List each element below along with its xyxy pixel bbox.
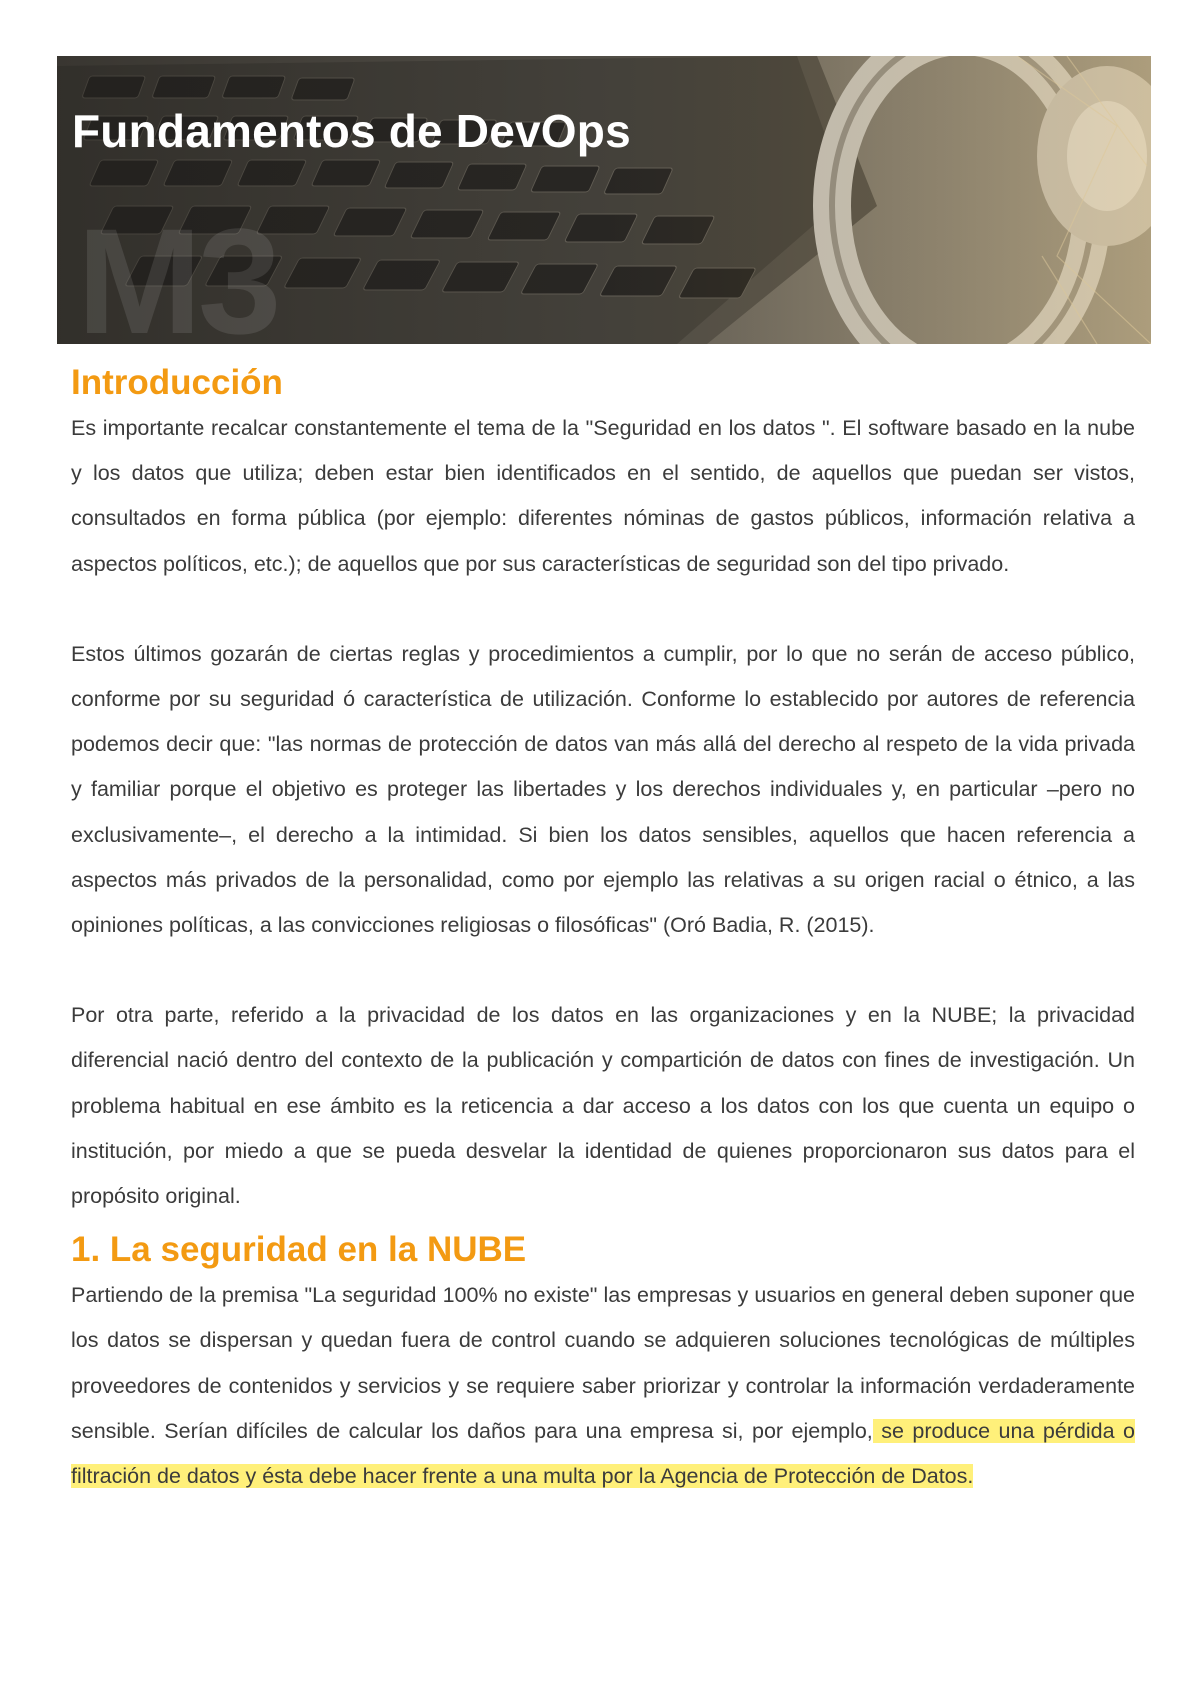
highlighted-text-content: se produce una pérdida o filtración de datos y ésta debe hacer frente a una multa por la Agencia de Protección de Datos — [71, 1418, 1135, 1489]
highlighted-period: . — [967, 1464, 974, 1489]
intro-heading: Introducción — [71, 363, 283, 402]
header-banner — [57, 56, 1151, 344]
module-watermark: M3 — [77, 197, 278, 344]
intro-paragraph-2: Estos últimos gozarán de ciertas reglas y procedimientos a cumplir, por lo que no serán de acceso público, conforme por su seguridad ó característica de utilización. Conforme lo establecido por autores de referencia podemos decir que: "las normas de protección de datos van más allá del derecho al respeto de la vida privada y familiar porque el objetivo es proteger las libertades y los derechos individuales y, en particular –pero no exclusivamente–, el derecho a la intimidad. Si bien los datos sensibles, aquellos que hacen referencia a aspectos más privados de la personalidad, como por ejemplo las relativas a su origen racial o étnico, a las opiniones políticas, a las convicciones religiosas o filosóficas" (Oró Badia, R. (2015). — [71, 641, 1135, 938]
document-title: Fundamentos de DevOps — [72, 105, 631, 157]
section-1-text: Partiendo de la premisa "La seguridad 100% no existe" las empresas y usuarios en general deben suponer que los datos se dispersan y quedan fuera de control cuando se adquieren soluciones tecnológicas de múltiples proveedores de contenidos y servicios y se requiere saber priorizar y controlar la información verdaderamente sensible. Serían difíciles de calcular los daños para una empresa si, por ejemplo, — [71, 1283, 1135, 1443]
intro-paragraph-3: Por otra parte, referido a la privacidad de los datos en las organizaciones y en la NUBE; la privacidad diferencial nació dentro del contexto de la publicación y compartición de datos con fines de investigación. Un problema habitual en ese ámbito es la reticencia a dar acceso a los datos con los que cuenta un equipo o institución, por miedo a que se pueda desvelar la identidad de quienes proporcionaron sus datos para el propósito original. — [71, 1003, 1135, 1209]
document-body — [71, 360, 1135, 1499]
section-1-paragraph — [71, 1273, 1135, 1499]
section-1-heading: 1. La seguridad en la NUBE — [71, 1230, 527, 1270]
intro-paragraph-1: Es importante recalcar constantemente el tema de la "Seguridad en los datos ". El software basado en la nube y los datos que utiliza; deben estar bien identificados en el sentido, de aquellos que puedan ser vistos, consultados en forma pública (por ejemplo: diferentes nóminas de gastos públicos, información relativa a aspectos políticos, etc.); de aquellos que por sus características de seguridad son del tipo privado. — [71, 416, 1135, 576]
